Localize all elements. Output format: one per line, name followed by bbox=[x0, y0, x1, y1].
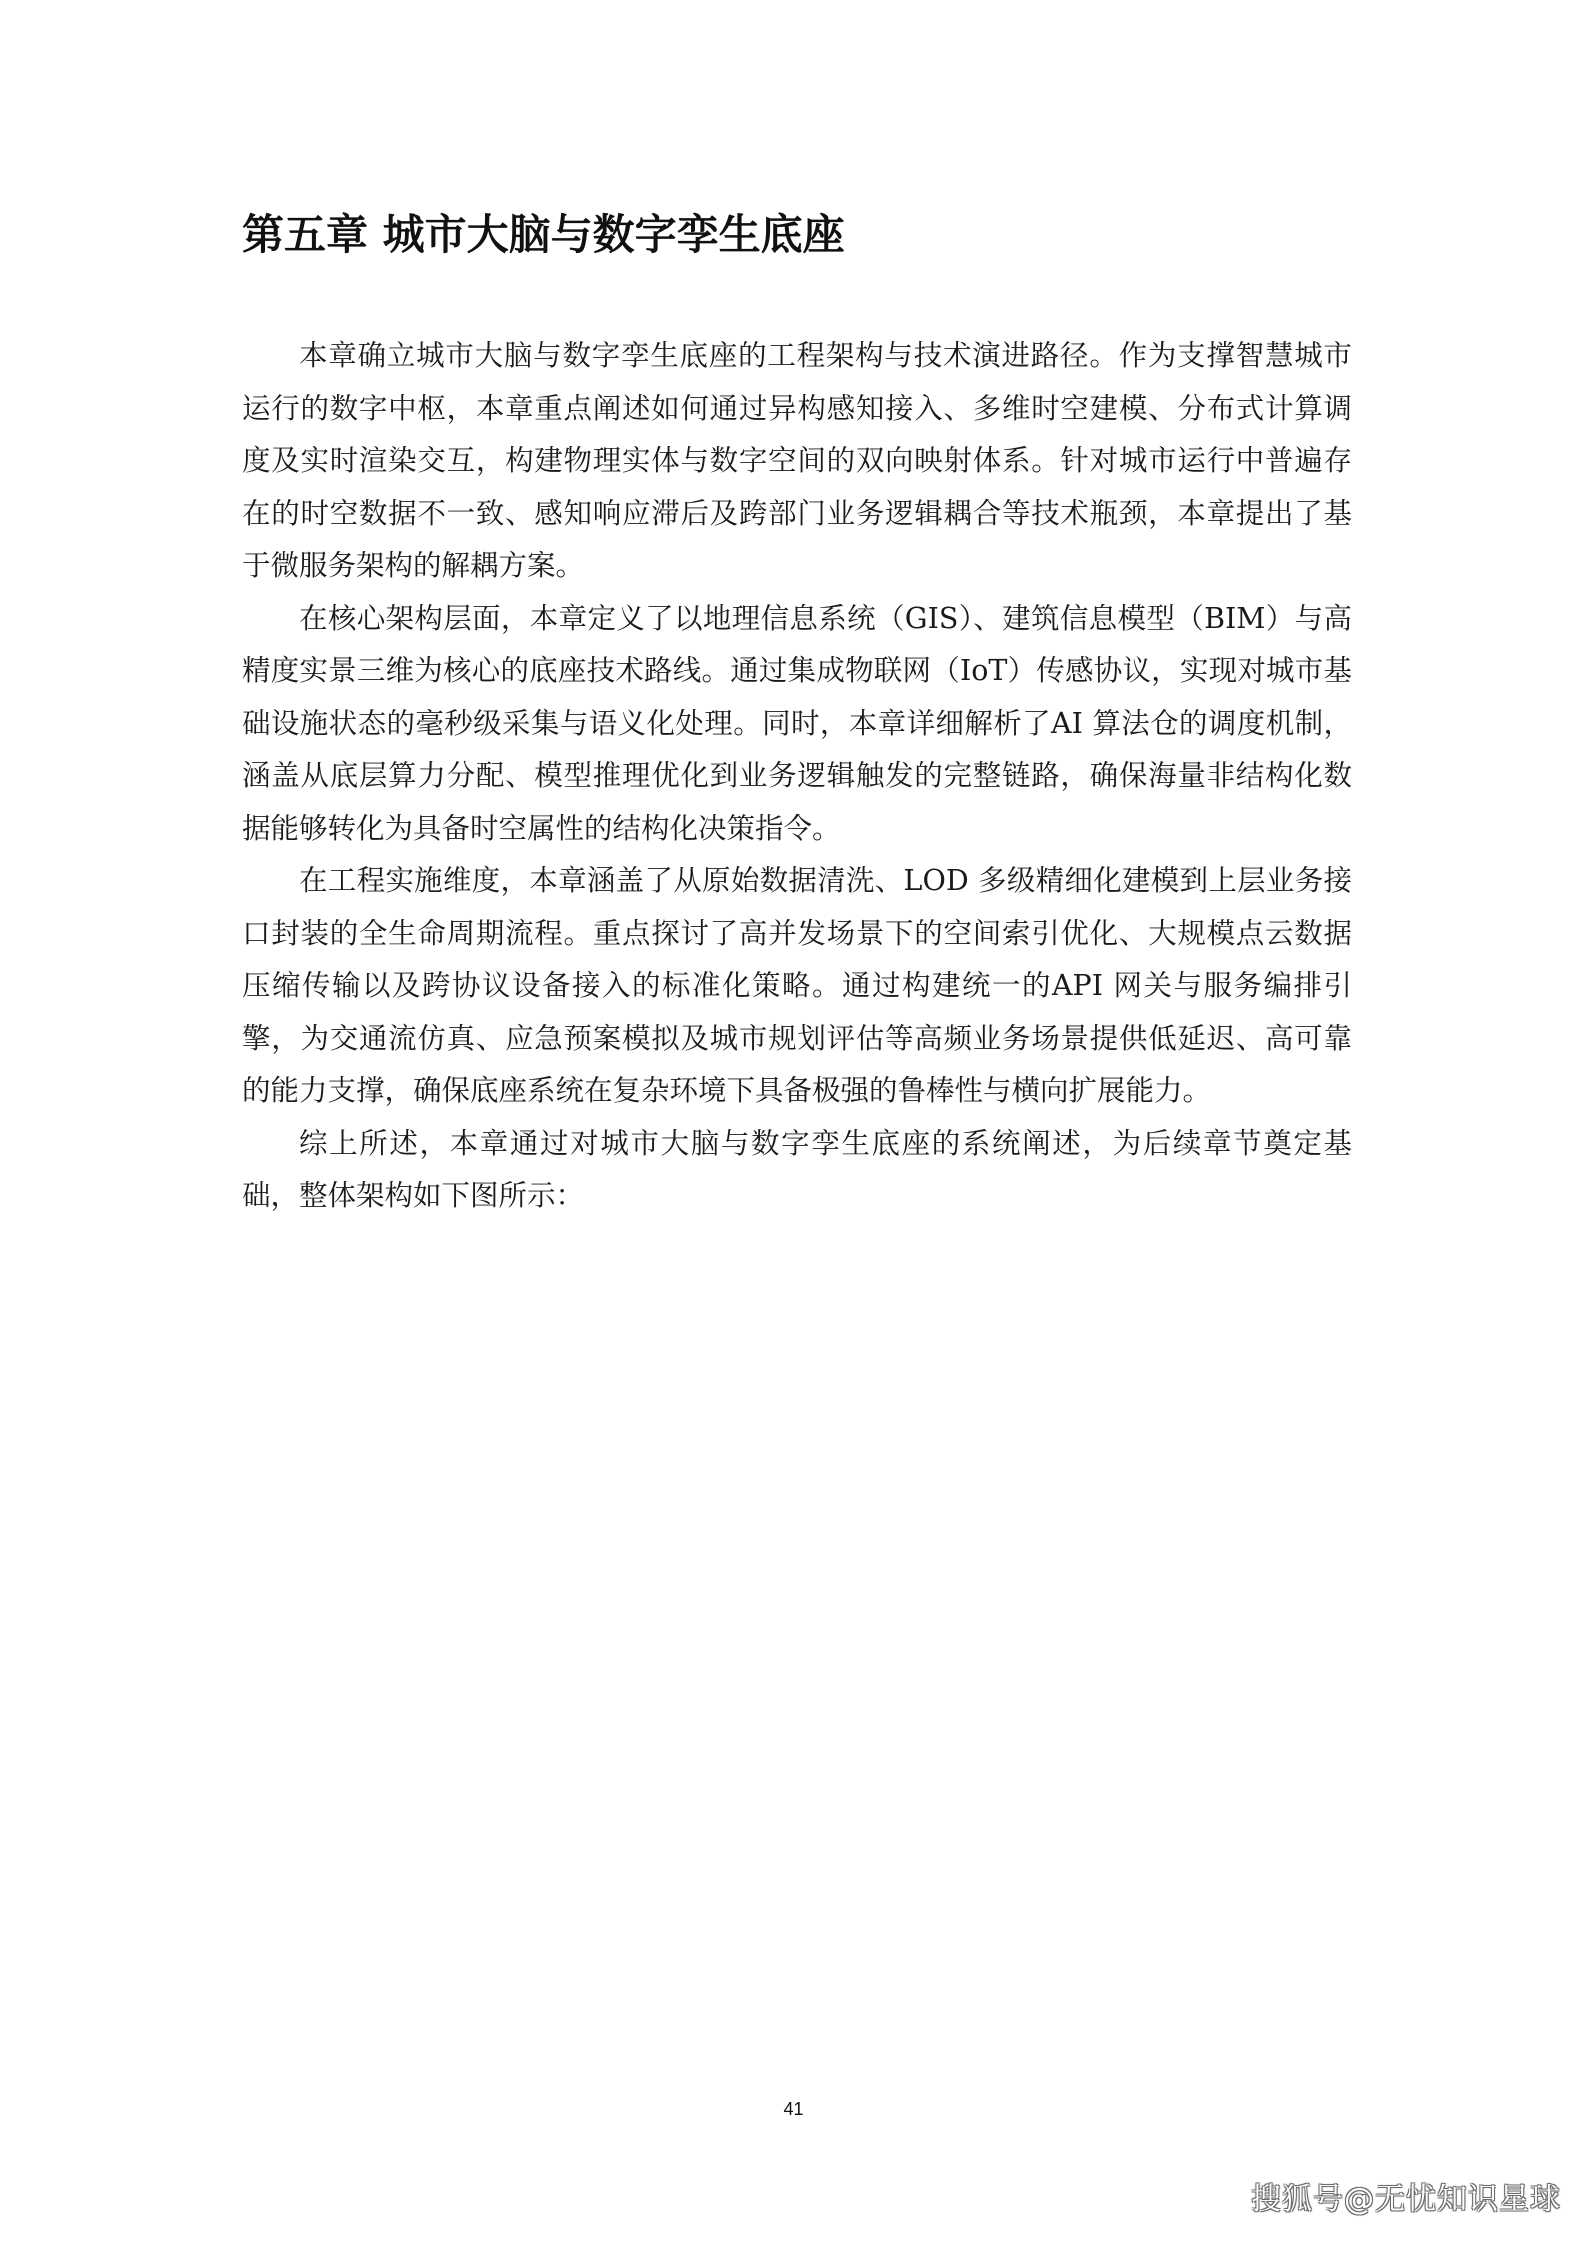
paragraph-intro: 本章确立城市大脑与数字孪生底座的工程架构与技术演进路径。作为支撑智慧城市运行的数字中枢，本章重点阐述如何通过异构感知接入、多维时空建模、分布式计算调度及实时渲染交互，构建物理实体与数字空间的双向映射体系。针对城市运行中普遍存在的时空数据不一致、感知响应滞后及跨部门业务逻辑耦合等技术瓶颈，本章提出了基于微服务架构的解耦方案。 bbox=[242, 339, 1352, 582]
watermark: 搜狐号@无忧知识星球 bbox=[1251, 2182, 1561, 2217]
page-number: 41 bbox=[783, 2099, 804, 2119]
paragraph-core-architecture: 在核心架构层面，本章定义了以地理信息系统（GIS）、建筑信息模型（BIM）与高精度实景三维为核心的底座技术路线。通过集成物联网（IoT）传感协议，实现对城市基础设施状态的毫秒级采集与语义化处理。同时，本章详细解析了AI 算法仓的调度机制，涵盖从底层算力分配、模型推理优化到业务逻辑触发的完整链路，确保海量非结构化数据能够转化为具备时空属性的结构化决策指令。 bbox=[242, 601, 1352, 845]
chapter-title: 第五章 城市大脑与数字孪生底座 bbox=[242, 210, 845, 259]
chapter-body bbox=[242, 330, 1352, 1223]
paragraph-summary: 综上所述，本章通过对城市大脑与数字孪生底座的系统阐述，为后续章节奠定基础，整体架构如下图所示： bbox=[242, 1126, 1352, 1212]
paragraph-engineering: 在工程实施维度，本章涵盖了从原始数据清洗、LOD 多级精细化建模到上层业务接口封装的全生命周期流程。重点探讨了高并发场景下的空间索引优化、大规模点云数据压缩传输以及跨协议设备接入的标准化策略。通过构建统一的API 网关与服务编排引擎，为交通流仿真、应急预案模拟及城市规划评估等高频业务场景提供低延迟、高可靠的能力支撑，确保底座系统在复杂环境下具备极强的鲁棒性与横向扩展能力。 bbox=[242, 864, 1352, 1107]
